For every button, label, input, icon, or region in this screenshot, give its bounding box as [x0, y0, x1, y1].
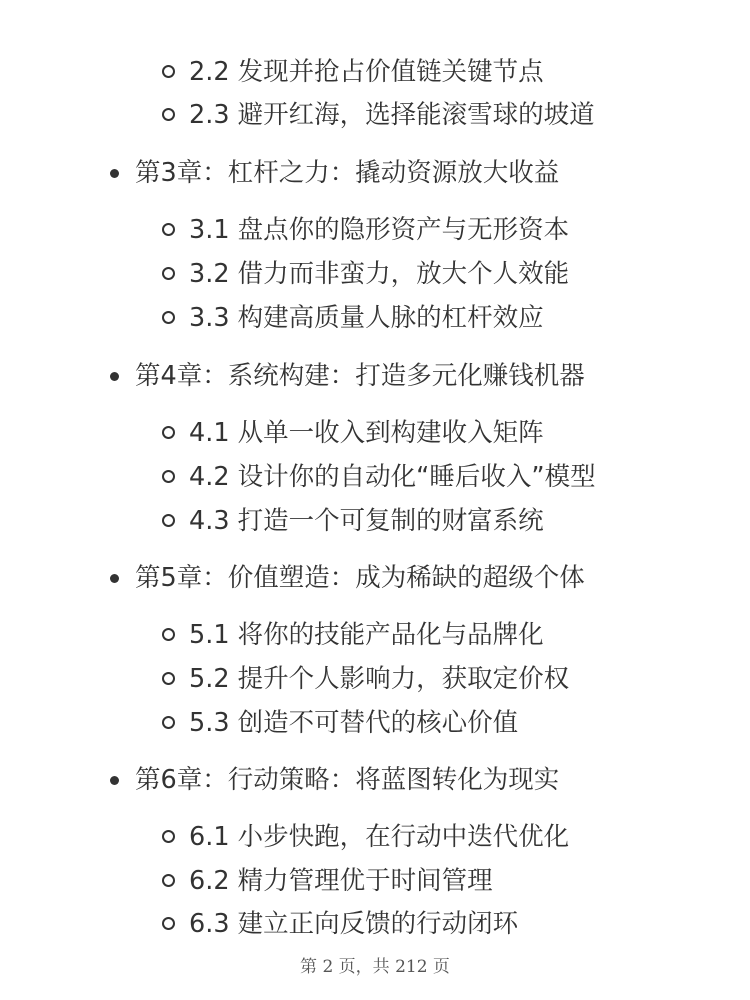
toc-chapter-5	[135, 562, 585, 594]
hollow-bullet-icon	[162, 65, 175, 78]
toc-subsection-6-1	[189, 821, 569, 853]
toc-chapter-label: 第4章：系统构建：打造多元化赚钱机器	[135, 361, 585, 391]
filled-bullet-icon	[110, 574, 119, 583]
hollow-bullet-icon	[162, 672, 175, 685]
toc-subsection-4-3	[189, 505, 544, 537]
hollow-bullet-icon	[162, 426, 175, 439]
hollow-bullet-icon	[162, 311, 175, 324]
toc-chapter-label: 第6章：行动策略：将蓝图转化为现实	[135, 765, 560, 795]
toc-subsection-label: 3.2 借力而非蛮力，放大个人效能	[189, 259, 570, 289]
toc-subsection-label: 5.3 创造不可替代的核心价值	[189, 708, 519, 738]
toc-subsection-2-2	[189, 56, 544, 88]
toc-chapter-6	[135, 764, 559, 796]
toc-subsection-label: 5.1 将你的技能产品化与品牌化	[189, 620, 544, 650]
hollow-bullet-icon	[162, 874, 175, 887]
toc-subsection-5-2	[189, 663, 569, 695]
toc-subsection-label: 3.3 构建高质量人脉的杠杆效应	[189, 303, 544, 333]
toc-chapter-4	[135, 360, 585, 392]
toc-subsection-6-2	[189, 865, 493, 897]
hollow-bullet-icon	[162, 223, 175, 236]
toc-subsection-label: 4.1 从单一收入到构建收入矩阵	[189, 418, 544, 448]
toc-subsection-label: 3.1 盘点你的隐形资产与无形资本	[189, 215, 570, 245]
toc-chapter-label: 第5章：价值塑造：成为稀缺的超级个体	[135, 563, 585, 593]
filled-bullet-icon	[110, 169, 119, 178]
toc-subsection-label: 4.2 设计你的自动化“睡后收入”模型	[189, 462, 596, 492]
toc-subsection-6-3	[189, 908, 518, 940]
page-number-footer: 第 2 页，共 212 页	[300, 957, 450, 977]
toc-chapter-label: 第3章：杠杆之力：撬动资源放大收益	[135, 158, 560, 188]
toc-subsection-label: 6.1 小步快跑，在行动中迭代优化	[189, 822, 570, 852]
toc-chapter-3	[135, 157, 559, 189]
toc-subsection-label: 6.2 精力管理优于时间管理	[189, 866, 493, 896]
toc-subsection-2-3	[189, 99, 595, 131]
hollow-bullet-icon	[162, 917, 175, 930]
toc-subsection-3-3	[189, 302, 544, 334]
hollow-bullet-icon	[162, 108, 175, 121]
toc-subsection-4-2	[189, 461, 596, 493]
toc-subsection-3-2	[189, 258, 569, 290]
toc-subsection-label: 2.2 发现并抢占价值链关键节点	[189, 57, 544, 87]
hollow-bullet-icon	[162, 514, 175, 527]
toc-subsection-label: 5.2 提升个人影响力，获取定价权	[189, 664, 570, 694]
filled-bullet-icon	[110, 776, 119, 785]
hollow-bullet-icon	[162, 470, 175, 483]
toc-subsection-4-1	[189, 417, 544, 449]
hollow-bullet-icon	[162, 716, 175, 729]
hollow-bullet-icon	[162, 830, 175, 843]
toc-subsection-3-1	[189, 214, 569, 246]
filled-bullet-icon	[110, 372, 119, 381]
toc-subsection-label: 4.3 打造一个可复制的财富系统	[189, 506, 544, 536]
toc-subsection-label: 6.3 建立正向反馈的行动闭环	[189, 909, 519, 939]
toc-subsection-label: 2.3 避开红海，选择能滚雪球的坡道	[189, 100, 595, 130]
toc-subsection-5-1	[189, 619, 544, 651]
toc-subsection-5-3	[189, 707, 518, 739]
hollow-bullet-icon	[162, 628, 175, 641]
hollow-bullet-icon	[162, 267, 175, 280]
